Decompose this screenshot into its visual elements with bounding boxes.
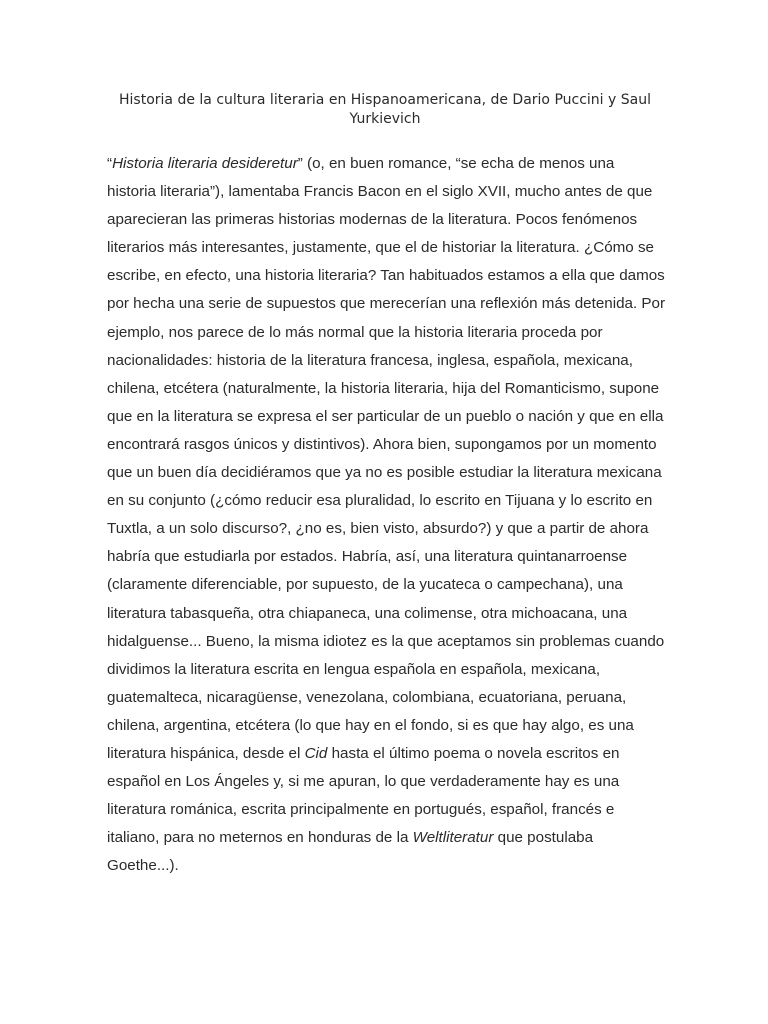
text-segment: encontrará rasgos únicos y distintivos). Ahora bien, supongamos por un momento bbox=[107, 435, 657, 453]
paragraph-line bbox=[107, 403, 667, 431]
text-segment: (claramente diferenciable, por supuesto, de la yucateca o campechana), una bbox=[107, 576, 623, 594]
text-segment: chilena, etcétera (naturalmente, la historia literaria, hija del Romanticismo, supone bbox=[107, 379, 660, 397]
text-segment: que postulaba bbox=[493, 829, 594, 847]
text-segment: guatemalteca, nicaragüense, venezolana, colombiana, ecuatoriana, peruana, bbox=[107, 688, 627, 706]
text-segment: literarios más interesantes, justamente, que el de historiar la literatura. ¿Cómo se bbox=[107, 239, 654, 257]
italic-text: Weltliteratur bbox=[412, 829, 494, 847]
paragraph-line bbox=[107, 487, 667, 515]
paragraph-line bbox=[107, 740, 667, 768]
paragraph-line bbox=[107, 571, 667, 599]
paragraph-line bbox=[107, 712, 667, 740]
paragraph-line bbox=[107, 852, 667, 880]
paragraph-line bbox=[107, 234, 667, 262]
paragraph-line bbox=[107, 600, 667, 628]
paragraph-line bbox=[107, 290, 667, 318]
text-segment: habría que estudiarla por estados. Habría, así, una literatura quintanarroense bbox=[107, 548, 628, 566]
text-segment: chilena, argentina, etcétera (lo que hay en el fondo, si es que hay algo, es una bbox=[107, 716, 634, 734]
paragraph-line bbox=[107, 319, 667, 347]
text-segment: hidalguense... Bueno, la misma idiotez es la que aceptamos sin problemas cuando bbox=[107, 632, 665, 650]
text-segment: ” (o, en buen romance, “se echa de menos una bbox=[297, 155, 615, 172]
paragraph-line bbox=[107, 628, 667, 656]
paragraph-line bbox=[107, 347, 667, 375]
text-segment: hasta el último poema o novela escritos en bbox=[327, 744, 620, 762]
text-segment: que en la literatura se expresa el ser particular de un pueblo o nación y que en ella bbox=[107, 407, 664, 425]
text-segment: Goethe...). bbox=[107, 857, 179, 875]
paragraph-line bbox=[107, 178, 667, 206]
paragraph-line bbox=[107, 796, 667, 824]
italic-text: Cid bbox=[304, 744, 328, 762]
text-segment: literatura tabasqueña, otra chiapaneca, una colimense, otra michoacana, una bbox=[107, 604, 628, 622]
paragraph-line bbox=[107, 684, 667, 712]
text-segment: en su conjunto (¿cómo reducir esa pluralidad, lo escrito en Tijuana y lo escrito en bbox=[107, 492, 653, 510]
text-segment: literatura románica, escrita principalmente en portugués, español, francés e bbox=[107, 801, 615, 819]
document-title: Historia de la cultura literaria en Hispanoamericana, de Dario Puccini y Saul Yurkievich bbox=[119, 92, 651, 127]
paragraph-line bbox=[107, 543, 667, 571]
paragraph-line bbox=[107, 262, 667, 290]
text-segment: Tuxtla, a un solo discurso?, ¿no es, bien visto, absurdo?) y que a partir de ahora bbox=[107, 520, 649, 538]
text-segment: ejemplo, nos parece de lo más normal que la historia literaria proceda por bbox=[107, 323, 603, 341]
text-segment: “ bbox=[107, 155, 113, 172]
text-segment: aparecieran las primeras historias modernas de la literatura. Pocos fenómenos bbox=[107, 211, 638, 229]
text-segment: nacionalidades: historia de la literatura francesa, inglesa, española, mexicana, bbox=[107, 351, 633, 369]
paragraph-line bbox=[107, 768, 667, 796]
text-segment: español en Los Ángeles y, si me apuran, lo que verdaderamente hay es una bbox=[107, 773, 620, 791]
text-segment: escribe, en efecto, una historia literaria? Tan habituados estamos a ella que damos bbox=[107, 267, 665, 285]
paragraph-line bbox=[107, 431, 667, 459]
text-segment: por hecha una serie de supuestos que merecerían una reflexión más detenida. Por bbox=[107, 295, 666, 313]
text-segment: italiano, para no meternos en honduras de la bbox=[107, 829, 413, 847]
body-paragraph bbox=[107, 150, 667, 880]
paragraph-line bbox=[107, 656, 667, 684]
paragraph-line bbox=[107, 515, 667, 543]
paragraph-line bbox=[107, 150, 667, 178]
text-segment: que un buen día decidiéramos que ya no es posible estudiar la literatura mexicana bbox=[107, 464, 662, 482]
text-segment: literatura hispánica, desde el bbox=[107, 744, 305, 762]
paragraph-line bbox=[107, 459, 667, 487]
paragraph-line bbox=[107, 375, 667, 403]
paragraph-line bbox=[107, 206, 667, 234]
italic-text: Historia literaria desideretur bbox=[112, 155, 298, 172]
text-segment: dividimos la literatura escrita en lengua española en española, mexicana, bbox=[107, 660, 601, 678]
paragraph-line bbox=[107, 824, 667, 852]
text-segment: historia literaria”), lamentaba Francis Bacon en el siglo XVII, mucho antes de que bbox=[107, 183, 653, 201]
